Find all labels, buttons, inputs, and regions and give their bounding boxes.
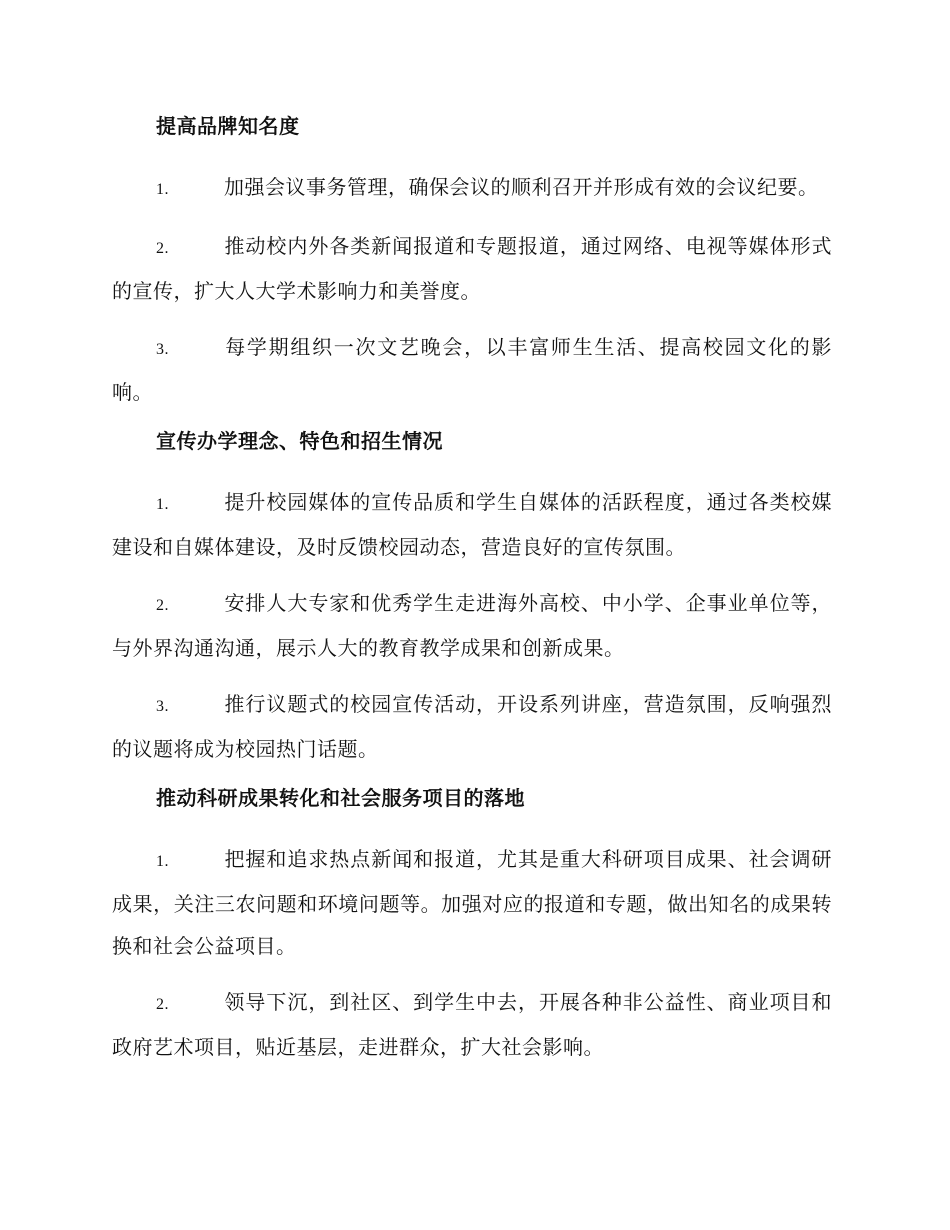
list-item (112, 582, 832, 669)
item-text: 推动校内外各类新闻报道和专题报道，通过网络、电视等媒体形式的宣传，扩大人大学术影响力和美誉度。 (112, 234, 832, 303)
item-number: 2. (156, 597, 169, 614)
list-item (112, 166, 832, 211)
item-text: 安排人大专家和优秀学生走进海外高校、中小学、企事业单位等，与外界沟通沟通，展示人大的教育教学成果和创新成果。 (112, 591, 832, 660)
item-number: 1. (156, 496, 169, 513)
list-item (112, 683, 832, 770)
list-item (112, 981, 832, 1068)
list-item (112, 838, 832, 967)
item-text: 领导下沉，到社区、到学生中去，开展各种非公益性、商业项目和政府艺术项目，贴近基层，走进群众，扩大社会影响。 (112, 990, 832, 1059)
list-item (112, 225, 832, 312)
section-heading: 提高品牌知名度 (156, 114, 300, 138)
section-research-transfer (112, 784, 832, 1068)
section-heading: 宣传办学理念、特色和招生情况 (156, 429, 443, 453)
item-number: 1. (156, 853, 169, 870)
list-item (112, 326, 832, 413)
section-brand-awareness (112, 112, 832, 413)
item-text: 把握和追求热点新闻和报道，尤其是重大科研项目成果、社会调研成果，关注三农问题和环境问题等。加强对应的报道和专题，做出知名的成果转换和社会公益项目。 (112, 847, 832, 958)
item-number: 1. (156, 181, 169, 198)
item-text: 推行议题式的校园宣传活动，开设系列讲座，营造氛围，反响强烈的议题将成为校园热门话题。 (112, 692, 832, 761)
item-number: 2. (156, 240, 169, 257)
item-text: 提升校园媒体的宣传品质和学生自媒体的活跃程度，通过各类校媒建设和自媒体建设，及时反馈校园动态，营造良好的宣传氛围。 (112, 490, 832, 559)
item-text: 加强会议事务管理，确保会议的顺利召开并形成有效的会议纪要。 (224, 175, 819, 199)
list-item (112, 481, 832, 568)
item-number: 3. (156, 698, 169, 715)
item-number: 2. (156, 996, 169, 1013)
item-text: 每学期组织一次文艺晚会，以丰富师生生活、提高校园文化的影响。 (112, 335, 832, 404)
item-number: 3. (156, 341, 169, 358)
section-philosophy-admissions (112, 427, 832, 770)
section-heading: 推动科研成果转化和社会服务项目的落地 (156, 786, 525, 810)
